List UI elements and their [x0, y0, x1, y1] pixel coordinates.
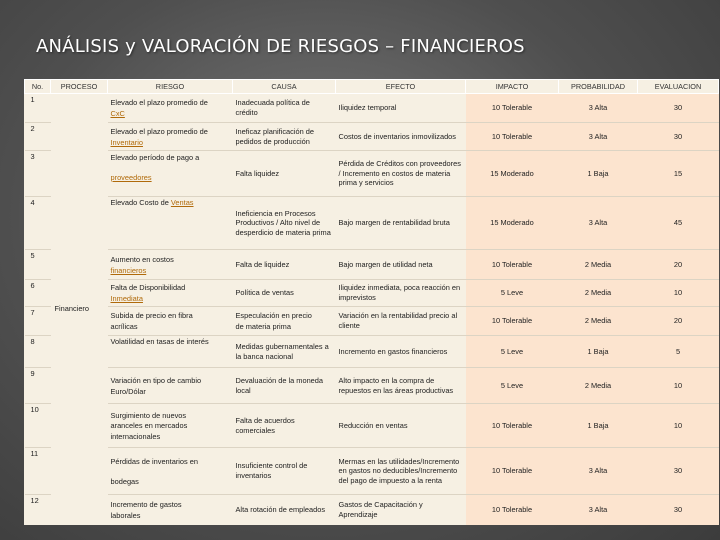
impact-cell: 15 Moderado [466, 197, 559, 250]
cause-cell: Medidas gubernamentales a la banca nacional [233, 336, 336, 368]
table-row [25, 197, 719, 250]
col-header-efecto: EFECTO [336, 80, 466, 94]
effect-cell: Bajo margen de utilidad neta [336, 250, 466, 280]
row-number: 3 [25, 151, 51, 197]
cause-cell: Insuficiente control de inventarios [233, 448, 336, 495]
risk-cell: Surgimiento de nuevos aranceles en mercados internacionales [108, 404, 233, 448]
table-row [25, 404, 719, 448]
row-number: 2 [25, 123, 51, 151]
risk-link: Inventario [110, 137, 143, 147]
evaluation-cell: 45 [638, 197, 719, 250]
risk-cell: Volatilidad en tasas de interés [108, 336, 233, 368]
risk-cell: Elevado el plazo promedio de CxC [108, 94, 233, 123]
impact-cell: 5 Leve [466, 368, 559, 404]
impact-cell: 5 Leve [466, 336, 559, 368]
probability-cell: 2 Media [559, 280, 638, 307]
risk-cell: Pérdidas de inventarios en bodegas [108, 448, 233, 495]
row-number: 8 [25, 336, 51, 368]
evaluation-cell: 30 [638, 495, 719, 525]
row-number: 9 [25, 368, 51, 404]
table-row [25, 94, 719, 123]
effect-cell: Mermas en las utilidades/Incremento en gastos no deducibles/Incremento del pago de impuesto a la renta [336, 448, 466, 495]
probability-cell: 1 Baja [559, 336, 638, 368]
risk-link: CxC [110, 109, 125, 118]
risk-link: proveedores [110, 172, 152, 182]
probability-cell: 3 Alta [559, 495, 638, 525]
table-row [25, 495, 719, 525]
impact-cell: 10 Tolerable [466, 123, 559, 151]
risk-cell: Falta de Disponibilidad Inmediata [108, 280, 233, 307]
evaluation-cell: 20 [638, 250, 719, 280]
effect-cell: Costos de inventarios inmovilizados [336, 123, 466, 151]
probability-cell: 1 Baja [559, 404, 638, 448]
probability-cell: 2 Media [559, 307, 638, 336]
table-row [25, 280, 719, 307]
effect-cell: Iliquidez inmediata, poca reacción en imprevistos [336, 280, 466, 307]
table-row [25, 307, 719, 336]
risk-cell: Aumento en costos financieros [108, 250, 233, 280]
cause-cell: Falta de acuerdos comerciales [233, 404, 336, 448]
effect-cell: Incremento en gastos financieros [336, 336, 466, 368]
probability-cell: 2 Media [559, 250, 638, 280]
table-header-row [25, 80, 719, 94]
table-row [25, 151, 719, 197]
impact-cell: 10 Tolerable [466, 307, 559, 336]
evaluation-cell: 10 [638, 404, 719, 448]
col-header-causa: CAUSA [233, 80, 336, 94]
row-number: 10 [25, 404, 51, 448]
effect-cell: Bajo margen de rentabilidad bruta [336, 197, 466, 250]
row-number: 4 [25, 197, 51, 250]
risk-table [24, 79, 719, 525]
risk-cell: Elevado el plazo promedio de Inventario [108, 123, 233, 151]
effect-cell: Gastos de Capacitación y Aprendizaje [336, 495, 466, 525]
risk-cell: Elevado Costo de Ventas [108, 197, 233, 250]
cause-cell: Especulación en precio de materia prima [233, 307, 336, 336]
risk-cell: Incremento de gastos laborales [108, 495, 233, 525]
impact-cell: 10 Tolerable [466, 404, 559, 448]
effect-cell: Pérdida de Créditos con proveedores / Incremento en costos de materia prima y servicios [336, 151, 466, 197]
row-number: 5 [25, 250, 51, 280]
col-header-no: No. [25, 80, 51, 94]
cause-cell: Falta de liquidez [233, 250, 336, 280]
probability-cell: 3 Alta [559, 94, 638, 123]
impact-cell: 10 Tolerable [466, 448, 559, 495]
evaluation-cell: 20 [638, 307, 719, 336]
probability-cell: 2 Media [559, 368, 638, 404]
row-number: 1 [25, 94, 51, 123]
process-label: Financiero [54, 304, 90, 314]
cause-cell: Política de ventas [233, 280, 336, 307]
evaluation-cell: 5 [638, 336, 719, 368]
risk-link: Ventas [170, 198, 194, 207]
table-row [25, 123, 719, 151]
col-header-impacto: IMPACTO [466, 80, 559, 94]
cause-cell: Ineficiencia en Procesos Productivos / Alto nivel de desperdicio de materia prima [233, 197, 336, 250]
evaluation-cell: 10 [638, 368, 719, 404]
risk-cell: Elevado período de pago a proveedores [108, 151, 233, 197]
evaluation-cell: 30 [638, 94, 719, 123]
risk-link: financieros [110, 265, 147, 275]
probability-cell: 3 Alta [559, 448, 638, 495]
probability-cell: 3 Alta [559, 197, 638, 250]
cause-cell: Falta liquidez [233, 151, 336, 197]
cause-cell: Inadecuada política de crédito [233, 94, 336, 123]
risk-link: Inmediata [110, 294, 143, 303]
process-cell [51, 94, 108, 525]
effect-cell: Variación en la rentabilidad precio al cliente [336, 307, 466, 336]
table-row [25, 368, 719, 404]
risk-cell: Subida de precio en fibra acrílicas [108, 307, 233, 336]
evaluation-cell: 10 [638, 280, 719, 307]
row-number: 12 [25, 495, 51, 525]
impact-cell: 10 Tolerable [466, 250, 559, 280]
evaluation-cell: 30 [638, 448, 719, 495]
row-number: 6 [25, 280, 51, 307]
probability-cell: 3 Alta [559, 123, 638, 151]
evaluation-cell: 30 [638, 123, 719, 151]
impact-cell: 10 Tolerable [466, 495, 559, 525]
col-header-probabilidad: PROBABILIDAD [559, 80, 638, 94]
row-number: 11 [25, 448, 51, 495]
col-header-proceso: PROCESO [51, 80, 108, 94]
probability-cell: 1 Baja [559, 151, 638, 197]
col-header-riesgo: RIESGO [108, 80, 233, 94]
page-title: ANÁLISIS y VALORACIÓN DE RIESGOS – FINANCIEROS [36, 36, 525, 57]
cause-cell: Devaluación de la moneda local [233, 368, 336, 404]
risk-cell: Variación en tipo de cambio Euro/Dólar [108, 368, 233, 404]
effect-cell: Reducción en ventas [336, 404, 466, 448]
evaluation-cell: 15 [638, 151, 719, 197]
col-header-evaluacion: EVALUACION [638, 80, 719, 94]
effect-cell: Iliquidez temporal [336, 94, 466, 123]
table-row [25, 336, 719, 368]
cause-cell: Alta rotación de empleados [233, 495, 336, 525]
effect-cell: Alto impacto en la compra de repuestos en las áreas productivas [336, 368, 466, 404]
impact-cell: 5 Leve [466, 280, 559, 307]
table-row [25, 448, 719, 495]
impact-cell: 15 Moderado [466, 151, 559, 197]
table-row [25, 250, 719, 280]
cause-cell: Ineficaz planificación de pedidos de producción [233, 123, 336, 151]
impact-cell: 10 Tolerable [466, 94, 559, 123]
row-number: 7 [25, 307, 51, 336]
